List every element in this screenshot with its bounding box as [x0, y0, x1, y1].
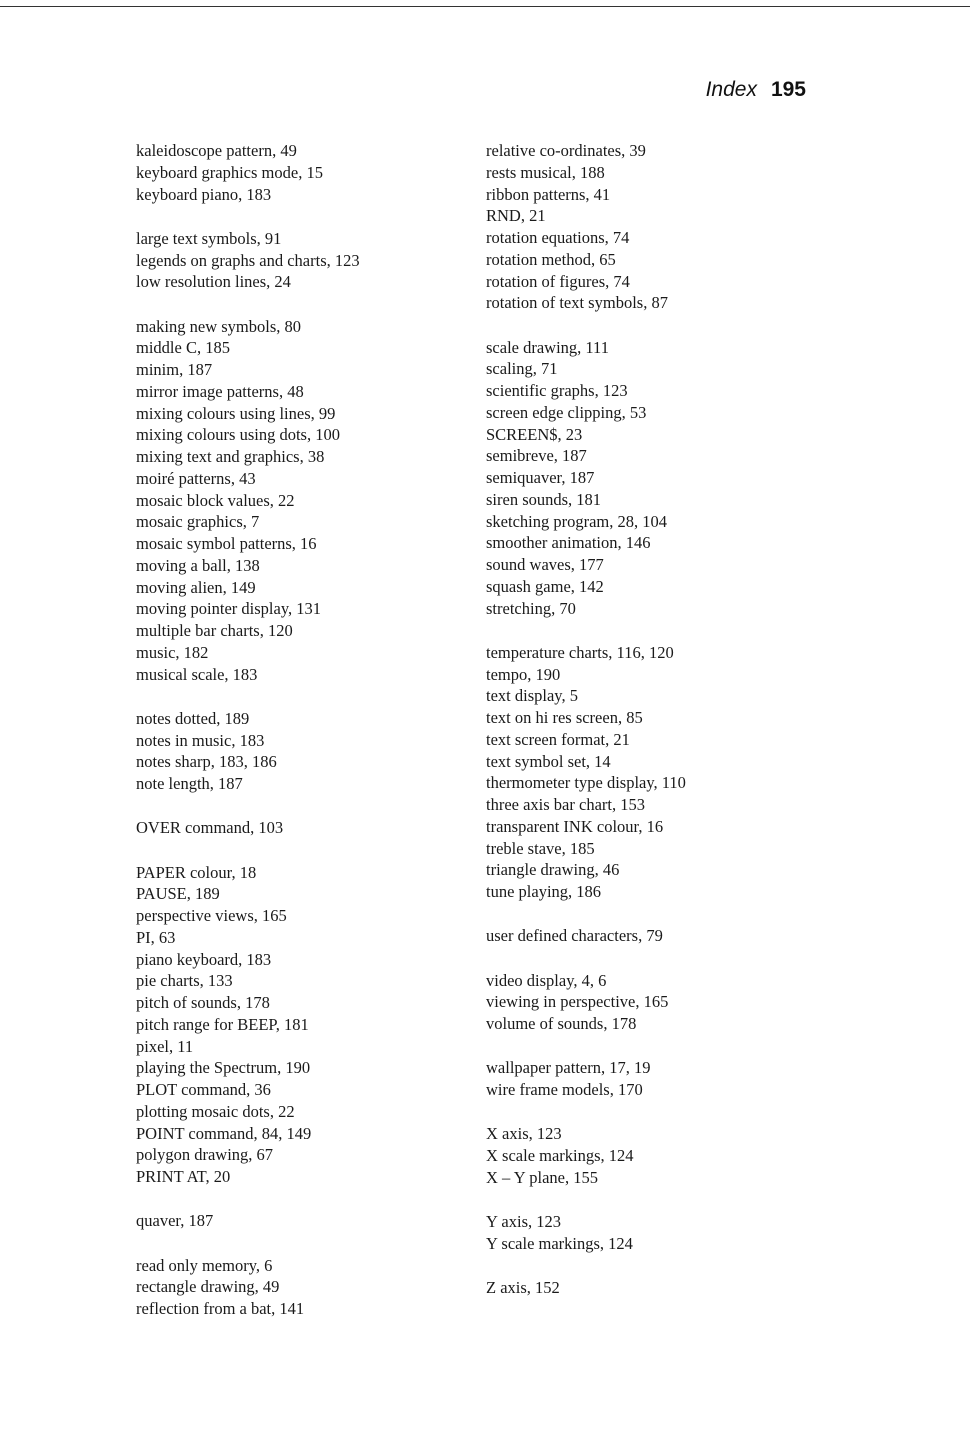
- index-group: [136, 316, 456, 686]
- index-group: [136, 708, 456, 795]
- index-entry: rotation of figures, 74: [486, 271, 630, 291]
- index-group: [136, 1255, 456, 1320]
- index-entry: treble stave, 185: [486, 838, 595, 858]
- index-entry: quaver, 187: [136, 1211, 214, 1231]
- index-entry: pitch range for BEEP, 181: [136, 1014, 309, 1034]
- index-group: [136, 862, 456, 1188]
- index-group: [136, 1210, 456, 1232]
- index-entry: ribbon patterns, 41: [486, 184, 611, 204]
- index-entry: moving pointer display, 131: [136, 599, 321, 619]
- index-entry: Y axis, 123: [486, 1212, 562, 1231]
- index-entry: sound waves, 177: [486, 555, 604, 574]
- index-entry: text symbol set, 14: [486, 751, 611, 771]
- index-entry: scaling, 71: [486, 359, 558, 379]
- index-entry: notes sharp, 183, 186: [136, 752, 277, 772]
- index-entry: mirror image patterns, 48: [136, 381, 304, 401]
- index-group: [486, 1277, 816, 1299]
- index-entry: notes in music, 183: [136, 730, 265, 750]
- index-entry: Z axis, 152: [486, 1278, 560, 1297]
- index-group: [486, 1211, 816, 1255]
- index-entry: squash game, 142: [486, 576, 604, 596]
- index-group: [486, 925, 816, 947]
- index-group: [486, 1123, 816, 1188]
- index-entry: perspective views, 165: [136, 906, 287, 925]
- index-entry: viewing in perspective, 165: [486, 992, 669, 1012]
- index-entry: PAUSE, 189: [136, 884, 220, 904]
- index-entry: mixing colours using lines, 99: [136, 403, 336, 423]
- index-entry: playing the Spectrum, 190: [136, 1058, 311, 1078]
- index-group: [486, 970, 816, 1035]
- index-entry: reflection from a bat, 141: [136, 1299, 305, 1318]
- index-entry: siren sounds, 181: [486, 489, 602, 509]
- index-entry: low resolution lines, 24: [136, 272, 291, 292]
- index-entry: user defined characters, 79: [486, 926, 663, 946]
- index-entry: kaleidoscope pattern, 49: [136, 141, 297, 160]
- index-entry: RND, 21: [486, 206, 546, 226]
- index-entry: text screen format, 21: [486, 729, 630, 749]
- index-entry: SCREEN$, 23: [486, 424, 583, 444]
- index-entry: text display, 5: [486, 686, 578, 706]
- index-entry: semibreve, 187: [486, 446, 587, 466]
- index-group: [136, 817, 456, 839]
- index-entry: keyboard graphics mode, 15: [136, 162, 323, 182]
- index-entry: polygon drawing, 67: [136, 1145, 274, 1165]
- index-entry: rotation method, 65: [486, 249, 616, 269]
- index-entry: scientific graphs, 123: [486, 381, 628, 400]
- index-entry: sketching program, 28, 104: [486, 511, 668, 531]
- index-entry: pitch of sounds, 178: [136, 993, 270, 1012]
- index-entry: tune playing, 186: [486, 882, 602, 901]
- index-entry: mosaic symbol patterns, 16: [136, 534, 317, 553]
- index-group: [486, 642, 816, 903]
- index-entry: music, 182: [136, 642, 209, 662]
- index-entry: tempo, 190: [486, 664, 561, 684]
- index-entry: relative co-ordinates, 39: [486, 141, 646, 160]
- index-column-left: [136, 140, 456, 1342]
- index-entry: rotation equations, 74: [486, 228, 630, 247]
- index-entry: mosaic block values, 22: [136, 490, 295, 510]
- index-entry: temperature charts, 116, 120: [486, 642, 674, 662]
- index-entry: smoother animation, 146: [486, 533, 651, 553]
- index-entry: plotting mosaic dots, 22: [136, 1101, 295, 1121]
- index-entry: large text symbols, 91: [136, 228, 282, 248]
- index-entry: note length, 187: [136, 774, 243, 793]
- index-entry: rotation of text symbols, 87: [486, 293, 668, 313]
- index-entry: triangle drawing, 46: [486, 860, 620, 880]
- index-entry: middle C, 185: [136, 338, 230, 358]
- index-entry: multiple bar charts, 120: [136, 621, 293, 640]
- index-entry: moving a ball, 138: [136, 555, 260, 575]
- index-entry: pixel, 11: [136, 1036, 194, 1056]
- index-entry: mosaic graphics, 7: [136, 512, 260, 532]
- index-group: [136, 140, 456, 205]
- index-entry: wire frame models, 170: [486, 1080, 643, 1099]
- index-entry: POINT command, 84, 149: [136, 1123, 312, 1143]
- index-entry: mixing text and graphics, 38: [136, 447, 325, 466]
- index-entry: rectangle drawing, 49: [136, 1277, 280, 1297]
- index-entry: PRINT AT, 20: [136, 1167, 231, 1186]
- index-group: [486, 140, 816, 314]
- index-entry: X axis, 123: [486, 1124, 562, 1144]
- index-entry: video display, 4, 6: [486, 970, 607, 990]
- index-entry: pie charts, 133: [136, 971, 233, 991]
- section-title: Index: [705, 78, 757, 101]
- page-number: 195: [770, 78, 806, 101]
- top-rule: [0, 6, 970, 7]
- index-group: [486, 1057, 816, 1101]
- index-group: [136, 228, 456, 293]
- index-entry: keyboard piano, 183: [136, 184, 272, 204]
- index-entry: stretching, 70: [486, 598, 576, 618]
- index-entry: minim, 187: [136, 360, 213, 379]
- index-entry: piano keyboard, 183: [136, 949, 272, 969]
- index-entry: making new symbols, 80: [136, 316, 301, 336]
- index-entry: scale drawing, 111: [486, 337, 609, 357]
- index-entry: volume of sounds, 178: [486, 1014, 637, 1033]
- index-entry: X – Y plane, 155: [486, 1167, 598, 1187]
- index-entry: PLOT command, 36: [136, 1080, 271, 1099]
- index-entry: moving alien, 149: [136, 577, 256, 597]
- index-entry: PI, 63: [136, 927, 176, 947]
- index-entry: transparent INK colour, 16: [486, 816, 664, 836]
- index-entry: text on hi res screen, 85: [486, 708, 643, 727]
- index-entry: musical scale, 183: [136, 664, 258, 684]
- index-entry: X scale markings, 124: [486, 1146, 634, 1165]
- index-entry: moiré patterns, 43: [136, 468, 256, 488]
- index-entry: semiquaver, 187: [486, 468, 595, 487]
- index-entry: thermometer type display, 110: [486, 773, 686, 793]
- index-entry: notes dotted, 189: [136, 708, 250, 728]
- index-entry: wallpaper pattern, 17, 19: [486, 1058, 651, 1078]
- index-group: [486, 337, 816, 620]
- index-entry: Y scale markings, 124: [486, 1233, 633, 1253]
- index-entry: read only memory, 6: [136, 1255, 273, 1275]
- index-entry: legends on graphs and charts, 123: [136, 250, 360, 270]
- index-entry: mixing colours using dots, 100: [136, 425, 340, 445]
- index-entry: OVER command, 103: [136, 818, 284, 838]
- index-entry: rests musical, 188: [486, 162, 605, 182]
- index-entry: screen edge clipping, 53: [486, 402, 647, 422]
- index-column-right: [486, 140, 816, 1321]
- index-entry: three axis bar chart, 153: [486, 795, 645, 814]
- index-entry: PAPER colour, 18: [136, 862, 257, 882]
- page-header: [706, 78, 806, 102]
